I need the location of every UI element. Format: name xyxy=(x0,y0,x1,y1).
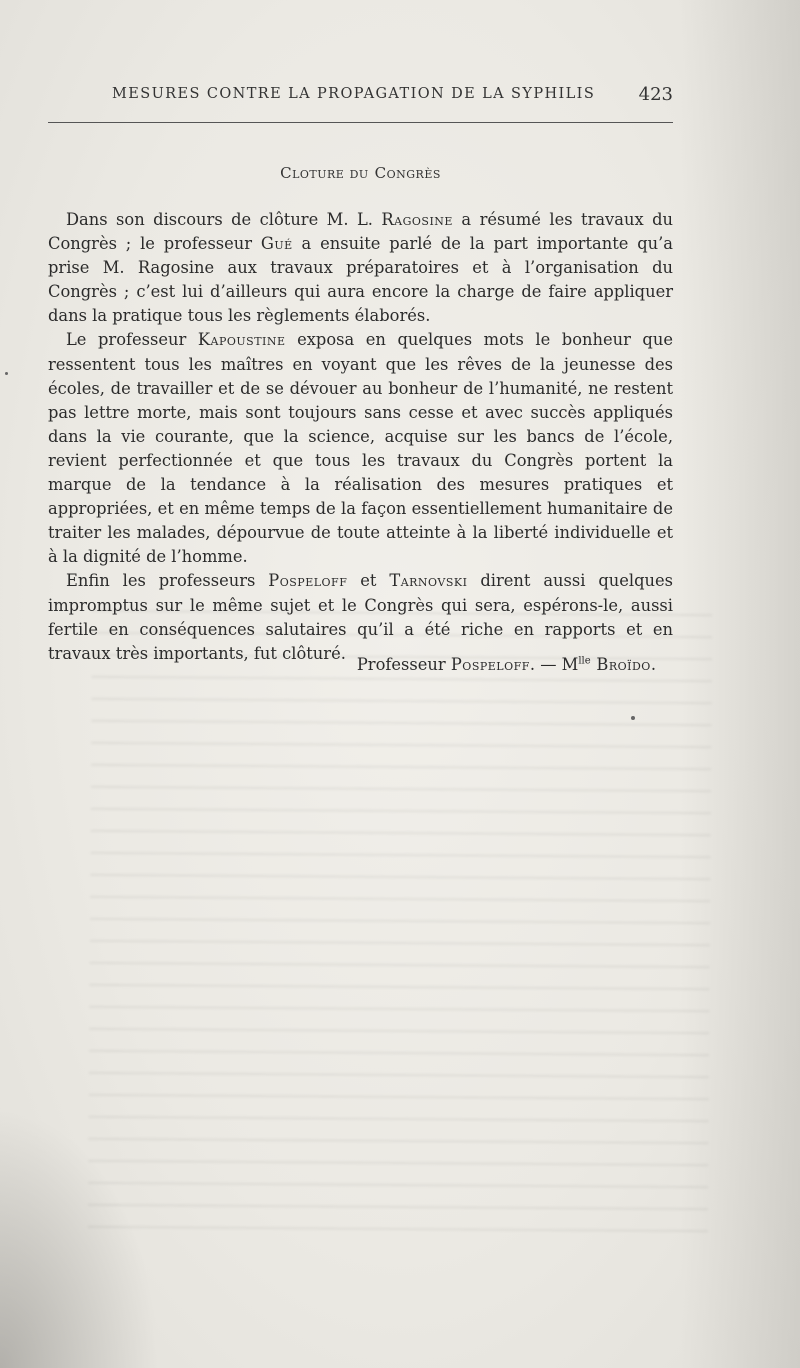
show-through-text xyxy=(88,598,712,1242)
paragraph-3 xyxy=(48,569,673,665)
page-number: 423 xyxy=(638,84,673,105)
signature-end: . xyxy=(650,655,656,674)
page-corner-shade xyxy=(0,1108,160,1368)
paragraph-1 xyxy=(48,208,673,328)
p3-text-c: dirent aussi quelques impromptus sur le même sujet et le Congrès qui sera, espérons-le, aussi fertile en conséquences salutaires qu’il a été riche en rapports et en travaux très importants, fut clôturé. xyxy=(48,571,673,663)
signature-name-pospeloff: Pospeloff xyxy=(450,655,530,674)
section-title-part1: Cloture du xyxy=(280,164,369,182)
signature-separator: . — M xyxy=(529,655,579,674)
header-rule xyxy=(48,122,673,123)
ink-dot xyxy=(631,716,635,720)
running-head xyxy=(48,84,673,110)
p1-text-b: a résumé les travaux du Congrès ; le professeur xyxy=(48,210,673,254)
signature xyxy=(48,655,656,674)
p3-text-b: et xyxy=(347,571,390,591)
margin-dot xyxy=(5,372,8,375)
p3-text-a: Enfin les professeurs xyxy=(66,571,269,591)
signature-name-broido: Broïdo xyxy=(590,655,651,674)
p2-name-kapoustine: Kapoustine xyxy=(197,330,286,350)
p1-text-c: a ensuite parlé de la part importante qu’a prise M. Ragosine aux travaux préparatoires et à l’organisation du Congrès ; c’est lui d’ailleurs qui aura encore la charge de faire appliquer dans la pratique tous les règlements élaborés. xyxy=(48,234,673,326)
page-edge-shadow xyxy=(680,0,800,1368)
signature-prefix: Professeur xyxy=(356,655,451,674)
p1-name-gue: Gué xyxy=(260,234,293,254)
body-text xyxy=(48,208,673,666)
p3-name-tarnovski: Tarnovski xyxy=(389,571,468,591)
section-title xyxy=(48,164,673,182)
section-title-part2: Congrès xyxy=(374,164,441,182)
p1-text-a: Dans son discours de clôture M. L. xyxy=(66,210,382,229)
signature-mlle-sup: lle xyxy=(578,655,591,667)
p2-text-b: exposa en quelques mots le bonheur que ressentent tous les maîtres en voyant que les rêves de la jeunesse des écoles, de travailler et de se dévouer au bonheur de l’humanité, ne restent pas lettre morte, mais sont toujours sans cesse et avec succès appliqués dans la vie courante, que la science, acquise sur les bancs de l’école, revient perfectionnée et que tous les travaux du Congrès portent la marque de la tendance à la réalisation des mesures pratiques et appropriées, et en même temps de la façon essentiellement humanitaire de traiter les malades, dépourvue de toute atteinte à la liberté individuelle et à la dignité de l’homme. xyxy=(48,330,673,567)
p1-name-ragosine: Ragosine xyxy=(381,210,453,229)
p2-text-a: Le professeur xyxy=(66,330,198,350)
paragraph-2 xyxy=(48,328,673,569)
p3-name-pospeloff: Pospeloff xyxy=(268,571,348,591)
running-title: MESURES CONTRE LA PROPAGATION DE LA SYPHILIS xyxy=(112,86,596,102)
